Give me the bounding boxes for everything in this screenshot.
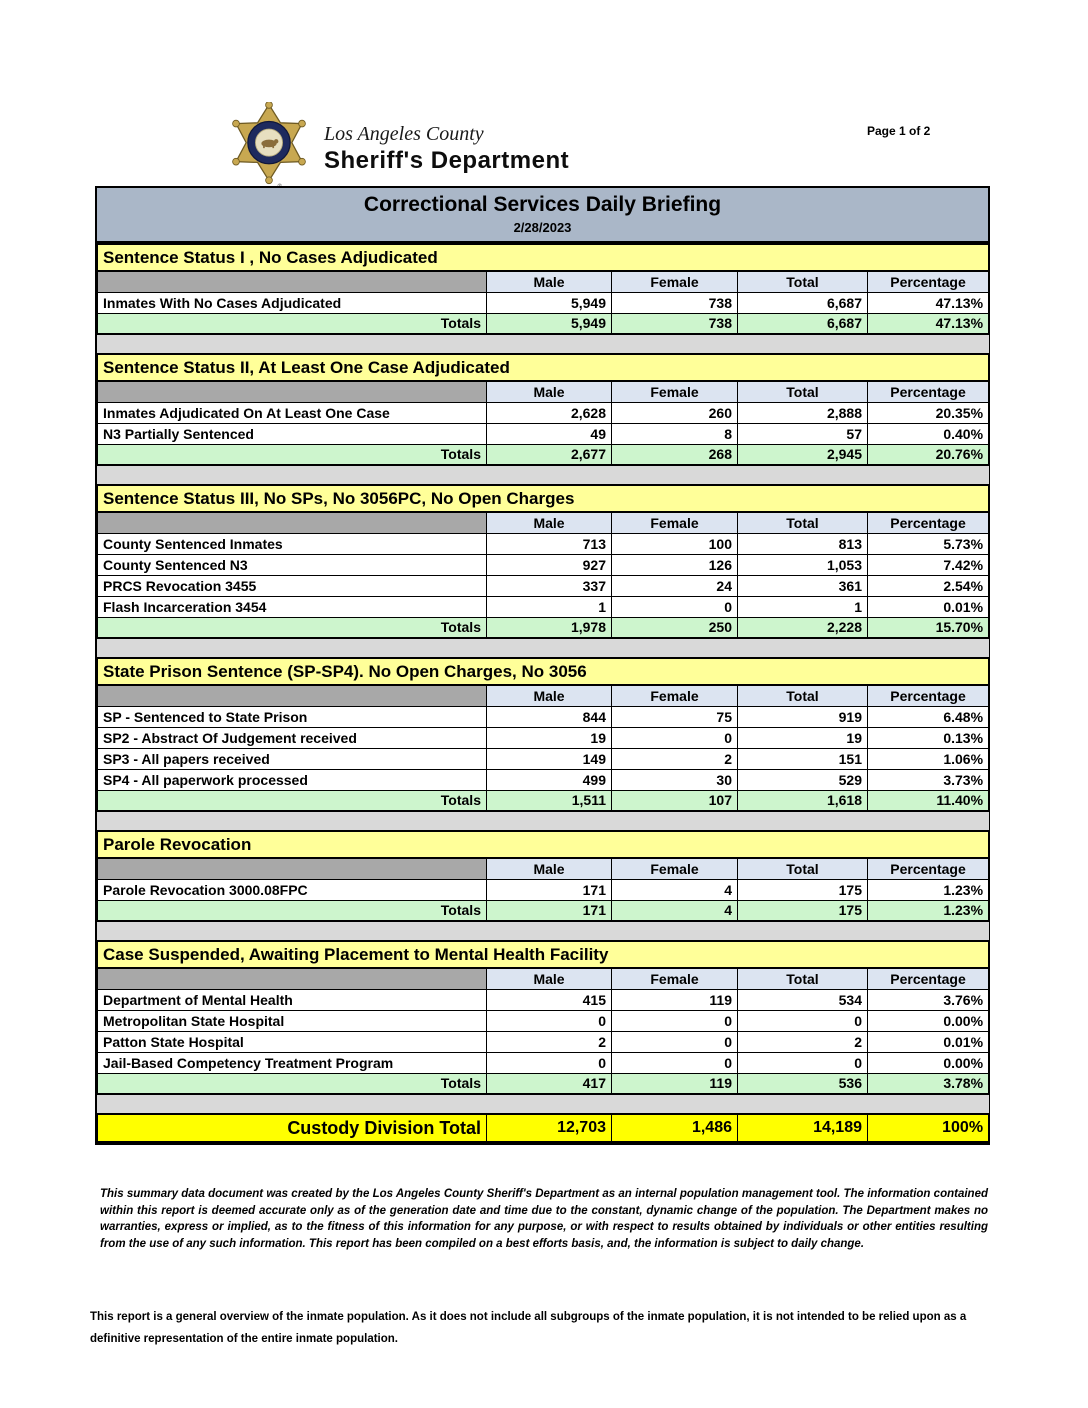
column-header-percentage: Percentage [868, 968, 989, 989]
department-logo [226, 102, 569, 190]
column-header-male: Male [487, 858, 612, 879]
column-header-percentage: Percentage [868, 858, 989, 879]
totals-percentage: 1.23% [868, 900, 989, 921]
section-title: State Prison Sentence (SP-SP4). No Open Charges, No 3056 [98, 658, 989, 685]
spacer-cell [98, 638, 989, 658]
cell-percentage: 0.13% [868, 727, 989, 748]
row-label: Patton State Hospital [98, 1031, 487, 1052]
table-row [98, 1010, 989, 1031]
grand-total-female: 1,486 [612, 1114, 738, 1142]
table-row [98, 879, 989, 900]
column-header-total: Total [738, 512, 868, 533]
cell-male: 844 [487, 706, 612, 727]
totals-row [98, 900, 989, 921]
totals-label: Totals [98, 444, 487, 465]
section-title: Sentence Status I , No Cases Adjudicated [98, 244, 989, 271]
spacer-row [98, 921, 989, 941]
column-header-male: Male [487, 271, 612, 292]
cell-total: 6,687 [738, 292, 868, 313]
cell-female: 119 [612, 989, 738, 1010]
cell-female: 738 [612, 292, 738, 313]
column-header-blank [98, 381, 487, 402]
totals-female: 250 [612, 617, 738, 638]
cell-percentage: 3.76% [868, 989, 989, 1010]
cell-male: 2 [487, 1031, 612, 1052]
column-header-row [98, 512, 989, 533]
totals-total: 6,687 [738, 313, 868, 334]
cell-female: 8 [612, 423, 738, 444]
cell-female: 2 [612, 748, 738, 769]
logo-department-text: Sheriff's Department [324, 147, 570, 174]
totals-total: 2,945 [738, 444, 868, 465]
cell-female: 260 [612, 402, 738, 423]
spacer-row [98, 638, 989, 658]
column-header-total: Total [738, 271, 868, 292]
cell-total: 534 [738, 989, 868, 1010]
row-label: SP4 - All paperwork processed [98, 769, 487, 790]
totals-row [98, 790, 989, 811]
table-row [98, 748, 989, 769]
totals-total: 175 [738, 900, 868, 921]
cell-percentage: 1.06% [868, 748, 989, 769]
column-header-row [98, 381, 989, 402]
cell-total: 2 [738, 1031, 868, 1052]
cell-male: 2,628 [487, 402, 612, 423]
spacer-row [98, 811, 989, 831]
column-header-female: Female [612, 271, 738, 292]
section-title-row [98, 244, 989, 271]
row-label: Parole Revocation 3000.08FPC [98, 879, 487, 900]
column-header-blank [98, 685, 487, 706]
column-header-blank [98, 512, 487, 533]
cell-total: 0 [738, 1010, 868, 1031]
report-banner [97, 188, 988, 243]
cell-total: 813 [738, 533, 868, 554]
spacer-cell [98, 1094, 989, 1114]
section-title: Sentence Status III, No SPs, No 3056PC, No Open Charges [98, 485, 989, 512]
section-title: Sentence Status II, At Least One Case Adjudicated [98, 354, 989, 381]
grand-total-total: 14,189 [738, 1114, 868, 1142]
table-row [98, 596, 989, 617]
column-header-blank [98, 858, 487, 879]
grand-total-row [98, 1114, 989, 1142]
column-header-total: Total [738, 968, 868, 989]
table-row [98, 423, 989, 444]
cell-total: 57 [738, 423, 868, 444]
spacer-row [98, 465, 989, 485]
section-title: Parole Revocation [98, 831, 989, 858]
totals-percentage: 20.76% [868, 444, 989, 465]
cell-female: 126 [612, 554, 738, 575]
totals-row [98, 444, 989, 465]
cell-female: 0 [612, 1031, 738, 1052]
row-label: Jail-Based Competency Treatment Program [98, 1052, 487, 1073]
cell-percentage: 47.13% [868, 292, 989, 313]
column-header-row [98, 271, 989, 292]
cell-percentage: 5.73% [868, 533, 989, 554]
section-title-row [98, 485, 989, 512]
column-header-male: Male [487, 968, 612, 989]
cell-male: 5,949 [487, 292, 612, 313]
spacer-cell [98, 334, 989, 354]
row-label: Inmates Adjudicated On At Least One Case [98, 402, 487, 423]
cell-total: 361 [738, 575, 868, 596]
column-header-row [98, 968, 989, 989]
totals-female: 119 [612, 1073, 738, 1094]
spacer-cell [98, 921, 989, 941]
section-title-row [98, 658, 989, 685]
column-header-male: Male [487, 685, 612, 706]
section-title-row [98, 831, 989, 858]
sheriff-star-badge-icon [226, 102, 312, 190]
cell-percentage: 0.01% [868, 596, 989, 617]
cell-total: 0 [738, 1052, 868, 1073]
cell-percentage: 1.23% [868, 879, 989, 900]
column-header-total: Total [738, 381, 868, 402]
cell-female: 24 [612, 575, 738, 596]
cell-male: 337 [487, 575, 612, 596]
section-title-row [98, 354, 989, 381]
column-header-total: Total [738, 858, 868, 879]
cell-male: 0 [487, 1052, 612, 1073]
cell-female: 0 [612, 1010, 738, 1031]
totals-row [98, 617, 989, 638]
row-label: County Sentenced N3 [98, 554, 487, 575]
cell-male: 1 [487, 596, 612, 617]
totals-male: 1,511 [487, 790, 612, 811]
totals-label: Totals [98, 790, 487, 811]
totals-percentage: 47.13% [868, 313, 989, 334]
grand-total-percentage: 100% [868, 1114, 989, 1142]
disclaimer-text: This summary data document was created by the Los Angeles County Sheriff's Department as an internal population management tool. The information contained within this report is deemed accurate only as of the generation date and time due to the constant, dynamic change of the population. The Department makes no warranties, express or implied, as to the fitness of this information for any purpose, or with respect to results obtained by individuals or other entities resulting from the use of any such information. This report has been compiled on a best efforts basis, and, the information is subject to daily change. [100, 1188, 988, 1251]
cell-percentage: 0.00% [868, 1010, 989, 1031]
cell-total: 919 [738, 706, 868, 727]
table-row [98, 575, 989, 596]
cell-total: 1,053 [738, 554, 868, 575]
section-title: Case Suspended, Awaiting Placement to Mental Health Facility [98, 941, 989, 968]
totals-male: 5,949 [487, 313, 612, 334]
totals-total: 536 [738, 1073, 868, 1094]
cell-male: 415 [487, 989, 612, 1010]
column-header-percentage: Percentage [868, 512, 989, 533]
row-label: Metropolitan State Hospital [98, 1010, 487, 1031]
totals-male: 1,978 [487, 617, 612, 638]
cell-percentage: 0.40% [868, 423, 989, 444]
cell-total: 1 [738, 596, 868, 617]
column-header-row [98, 858, 989, 879]
table-row [98, 533, 989, 554]
column-header-percentage: Percentage [868, 381, 989, 402]
cell-male: 499 [487, 769, 612, 790]
totals-female: 738 [612, 313, 738, 334]
totals-female: 107 [612, 790, 738, 811]
cell-female: 0 [612, 596, 738, 617]
report-date: 2/28/2023 [513, 220, 572, 235]
column-header-female: Female [612, 512, 738, 533]
totals-row [98, 313, 989, 334]
cell-female: 100 [612, 533, 738, 554]
column-header-female: Female [612, 968, 738, 989]
totals-label: Totals [98, 900, 487, 921]
table-row [98, 1031, 989, 1052]
cell-percentage: 7.42% [868, 554, 989, 575]
cell-total: 19 [738, 727, 868, 748]
column-header-percentage: Percentage [868, 685, 989, 706]
cell-total: 151 [738, 748, 868, 769]
logo-county-text: Los Angeles County [324, 123, 484, 145]
totals-female: 268 [612, 444, 738, 465]
column-header-female: Female [612, 381, 738, 402]
table-row [98, 989, 989, 1010]
totals-female: 4 [612, 900, 738, 921]
totals-male: 417 [487, 1073, 612, 1094]
cell-female: 0 [612, 727, 738, 748]
report-title: Correctional Services Daily Briefing [363, 193, 722, 216]
row-label: SP - Sentenced to State Prison [98, 706, 487, 727]
totals-row [98, 1073, 989, 1094]
table-row [98, 292, 989, 313]
totals-male: 2,677 [487, 444, 612, 465]
column-header-blank [98, 968, 487, 989]
table-row [98, 402, 989, 423]
page-number: Page 1 of 2 [867, 124, 931, 138]
column-header-male: Male [487, 381, 612, 402]
cell-female: 75 [612, 706, 738, 727]
totals-male: 171 [487, 900, 612, 921]
table-row [98, 769, 989, 790]
totals-percentage: 3.78% [868, 1073, 989, 1094]
cell-total: 529 [738, 769, 868, 790]
cell-male: 713 [487, 533, 612, 554]
row-label: N3 Partially Sentenced [98, 423, 487, 444]
cell-male: 149 [487, 748, 612, 769]
cell-male: 0 [487, 1010, 612, 1031]
spacer-row [98, 334, 989, 354]
row-label: Inmates With No Cases Adjudicated [98, 292, 487, 313]
column-header-female: Female [612, 858, 738, 879]
totals-percentage: 11.40% [868, 790, 989, 811]
daily-briefing-report [95, 186, 990, 1145]
cell-total: 175 [738, 879, 868, 900]
totals-label: Totals [98, 1073, 487, 1094]
row-label: County Sentenced Inmates [98, 533, 487, 554]
cell-percentage: 20.35% [868, 402, 989, 423]
cell-female: 30 [612, 769, 738, 790]
table-row [98, 1052, 989, 1073]
totals-total: 2,228 [738, 617, 868, 638]
spacer-cell [98, 465, 989, 485]
table-row [98, 554, 989, 575]
row-label: Department of Mental Health [98, 989, 487, 1010]
cell-total: 2,888 [738, 402, 868, 423]
cell-male: 927 [487, 554, 612, 575]
column-header-male: Male [487, 512, 612, 533]
column-header-row [98, 685, 989, 706]
cell-male: 171 [487, 879, 612, 900]
column-header-total: Total [738, 685, 868, 706]
report-table [97, 243, 989, 1143]
column-header-female: Female [612, 685, 738, 706]
cell-female: 4 [612, 879, 738, 900]
cell-female: 0 [612, 1052, 738, 1073]
totals-label: Totals [98, 313, 487, 334]
spacer-cell [98, 811, 989, 831]
row-label: SP2 - Abstract Of Judgement received [98, 727, 487, 748]
totals-percentage: 15.70% [868, 617, 989, 638]
cell-percentage: 0.00% [868, 1052, 989, 1073]
totals-label: Totals [98, 617, 487, 638]
grand-total-label: Custody Division Total [98, 1114, 487, 1142]
grand-total-male: 12,703 [487, 1114, 612, 1142]
table-row [98, 727, 989, 748]
row-label: SP3 - All papers received [98, 748, 487, 769]
totals-total: 1,618 [738, 790, 868, 811]
section-title-row [98, 941, 989, 968]
column-header-blank [98, 271, 487, 292]
column-header-percentage: Percentage [868, 271, 989, 292]
cell-percentage: 0.01% [868, 1031, 989, 1052]
row-label: PRCS Revocation 3455 [98, 575, 487, 596]
cell-male: 19 [487, 727, 612, 748]
cell-percentage: 2.54% [868, 575, 989, 596]
cell-percentage: 3.73% [868, 769, 989, 790]
spacer-row [98, 1094, 989, 1114]
cell-male: 49 [487, 423, 612, 444]
footnote-text: This report is a general overview of the inmate population. As it does not include all subgroups of the inmate population, it is not intended to be relied upon as a definitive representation of the entire inmate population. [90, 1311, 967, 1346]
row-label: Flash Incarceration 3454 [98, 596, 487, 617]
cell-percentage: 6.48% [868, 706, 989, 727]
table-row [98, 706, 989, 727]
